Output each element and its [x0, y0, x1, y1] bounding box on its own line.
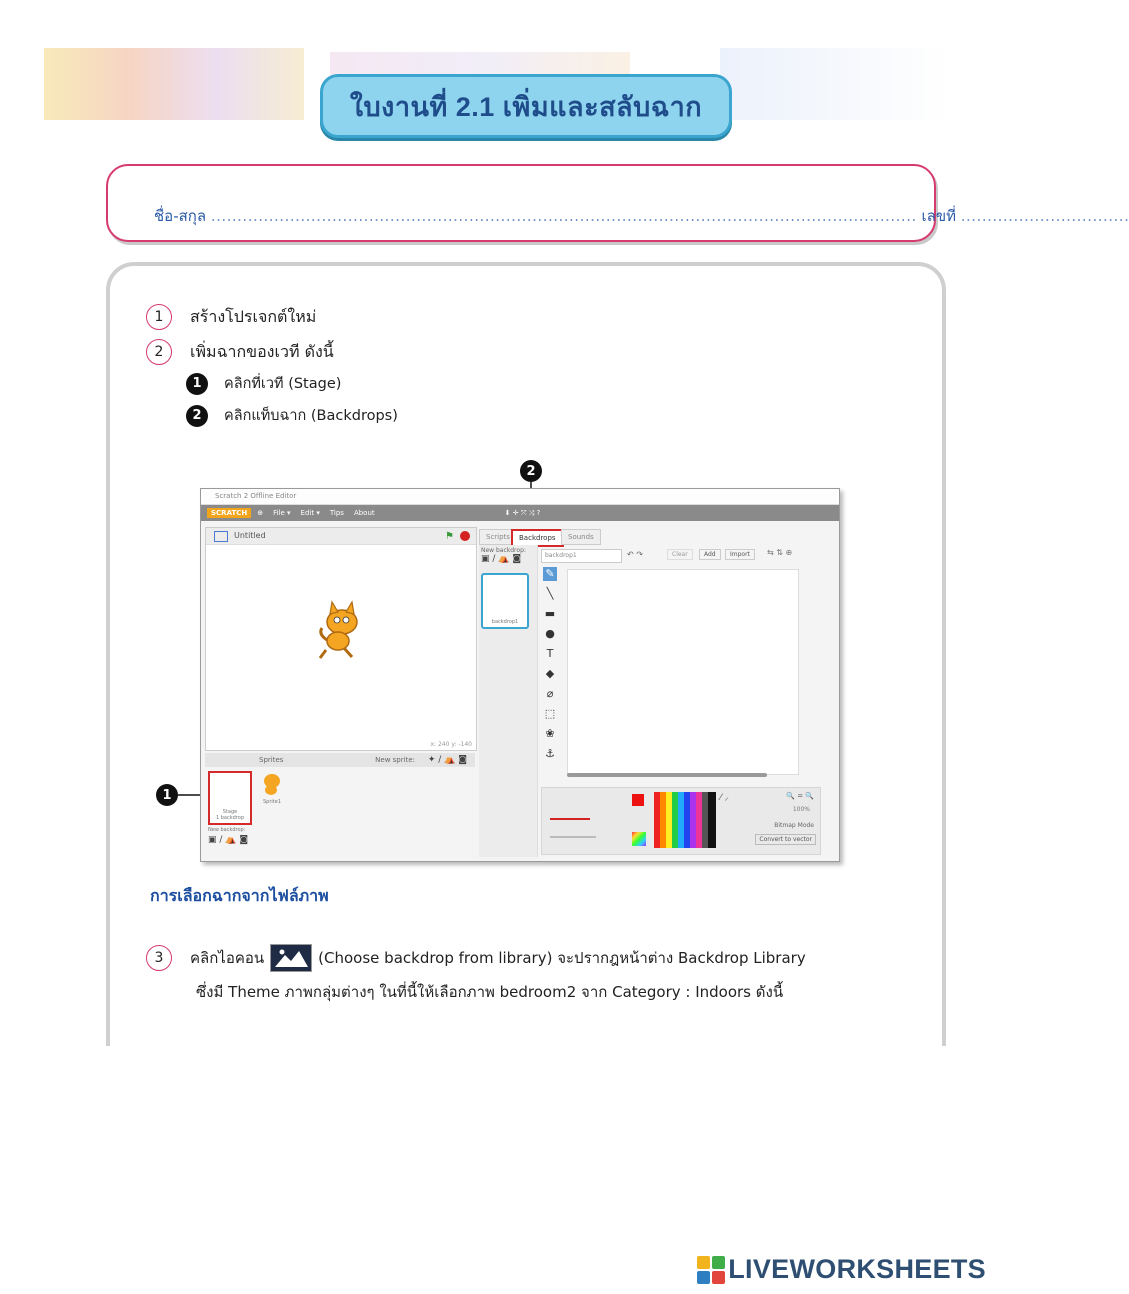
- name-field[interactable]: ......................................................................................................................................: [210, 207, 917, 225]
- student-info-box: [106, 164, 1129, 242]
- menu-file[interactable]: File ▾: [273, 509, 291, 517]
- step3-text-after: (Choose backdrop from library) จะปรากฎหน้าต่าง Backdrop Library: [318, 949, 806, 967]
- menu-about[interactable]: About: [353, 509, 375, 517]
- fill-tool-icon[interactable]: ◆: [545, 667, 555, 680]
- step-3: [146, 944, 806, 972]
- menu-edit[interactable]: Edit ▾: [300, 509, 320, 517]
- stage-new-backdrop-icons[interactable]: ▣ / ⛺ ◙: [208, 835, 249, 845]
- step-number: 1: [146, 304, 172, 330]
- flip-icons[interactable]: ⇆ ⇅ ⊕: [767, 548, 793, 557]
- stage-thumb-label: Stage: [222, 809, 238, 815]
- number-label: เลขที่: [921, 207, 956, 225]
- fullscreen-icon[interactable]: [214, 531, 228, 542]
- scratch-cat-sprite[interactable]: [314, 600, 370, 660]
- tab-backdrops[interactable]: Backdrops: [511, 529, 564, 547]
- sprite-name: Sprite1: [262, 799, 281, 805]
- eyedropper-icon[interactable]: ⁄ ⸝: [720, 793, 729, 803]
- globe-icon[interactable]: ⊕: [257, 509, 264, 517]
- stamp-tool-icon[interactable]: ⚓: [545, 747, 555, 760]
- line-width-sample: [550, 818, 590, 820]
- select-tool-icon[interactable]: ⬚: [544, 707, 556, 720]
- sprites-bar: [205, 753, 475, 767]
- liveworksheets-logo: [697, 1254, 986, 1285]
- tab-sounds[interactable]: Sounds: [561, 529, 601, 545]
- liveworksheets-logo-text: LIVEWORKSHEETS: [728, 1254, 986, 1284]
- new-sprite-label: New sprite:: [375, 756, 415, 764]
- substep-number: 2: [186, 405, 208, 427]
- line-tool-icon[interactable]: ╲: [546, 587, 554, 600]
- current-color-swatch[interactable]: [632, 794, 644, 806]
- color-grid[interactable]: [654, 792, 716, 848]
- horizontal-scrollbar[interactable]: [567, 773, 767, 777]
- step-text: สร้างโปรเจกต์ใหม่: [190, 306, 317, 326]
- step-2: [146, 339, 334, 365]
- toolbar-icons[interactable]: ⬇ ✛ ⤧ ⤨ ?: [504, 508, 541, 517]
- liveworksheets-logo-icon: [697, 1256, 725, 1284]
- stage-panel[interactable]: [205, 527, 477, 751]
- step-number: 3: [146, 945, 172, 971]
- landscape-icon: [271, 945, 311, 971]
- line-width-slider[interactable]: [550, 836, 596, 838]
- undo-redo-icons[interactable]: ↶ ↷: [627, 550, 643, 559]
- worksheet-title: ใบงานที่ 2.1 เพิ่มและสลับฉาก: [349, 91, 703, 122]
- add-button[interactable]: Add: [699, 549, 721, 560]
- stage-thumbnail[interactable]: [208, 771, 252, 825]
- paint-canvas[interactable]: [567, 569, 799, 775]
- ellipse-tool-icon[interactable]: ●: [545, 627, 555, 640]
- rectangle-tool-icon[interactable]: ▬: [544, 607, 556, 620]
- new-sprite-icons[interactable]: ✦ / ⛺ ◙: [427, 755, 467, 765]
- text-tool-icon[interactable]: T: [546, 647, 554, 660]
- choose-backdrop-from-library-icon: [270, 944, 312, 972]
- color-palette-panel: [541, 787, 821, 855]
- scratch-logo: SCRATCH: [207, 508, 251, 518]
- substep-text: คลิกแท็บฉาก (Backdrops): [224, 408, 398, 424]
- new-backdrop-icons[interactable]: ▣ / ⛺ ◙: [481, 554, 522, 564]
- project-name[interactable]: Untitled: [234, 531, 266, 540]
- student-info-line: [154, 204, 1129, 228]
- callout-1: 1: [156, 784, 178, 806]
- backdrop-thumbnail[interactable]: [481, 573, 529, 629]
- substep-text: คลิกที่เวที (Stage): [224, 376, 342, 392]
- window-title: Scratch 2 Offline Editor: [201, 489, 839, 505]
- coords-readout: x: 240 y: -140: [430, 741, 472, 748]
- number-field[interactable]: ................................: [960, 207, 1129, 225]
- sprite-thumbnail[interactable]: [255, 771, 289, 805]
- step-text: เพิ่มฉากของเวที ดังนี้: [190, 341, 334, 361]
- green-flag-icon[interactable]: ⚑: [445, 531, 454, 542]
- stage-thumb-sub: 1 backdrop: [215, 815, 244, 821]
- paint-tools: [543, 567, 561, 767]
- backdrop-list: [479, 545, 538, 857]
- backdrop-thumb-label: backdrop1: [491, 619, 519, 625]
- bitmap-mode-label: Bitmap Mode: [774, 822, 814, 829]
- stage-new-backdrop-label: New backdrop:: [208, 827, 246, 833]
- brush-tool-icon[interactable]: ✎: [543, 567, 557, 581]
- section-title: การเลือกฉากจากไฟล์ภาพ: [150, 886, 329, 905]
- scratch-editor-screenshot: [200, 488, 840, 862]
- substep-2: [186, 404, 398, 427]
- menu-bar: [201, 505, 839, 521]
- reshape-tool-icon[interactable]: ❀: [545, 727, 555, 740]
- eraser-tool-icon[interactable]: ⌀: [546, 687, 554, 700]
- step3-text-before: คลิกไอคอน: [190, 949, 265, 967]
- tab-scripts[interactable]: Scripts: [479, 529, 517, 545]
- stop-icon[interactable]: [460, 531, 470, 541]
- worksheet-title-banner: [320, 74, 732, 138]
- step3-text-line2: ซึ่งมี Theme ภาพกลุ่มต่างๆ ในที่นี้ให้เลือกภาพ bedroom2 จาก Category : Indoors ดังนี้: [196, 983, 784, 1001]
- sprites-label: Sprites: [259, 756, 284, 764]
- zoom-controls[interactable]: 🔍 = 🔍: [786, 792, 814, 800]
- clear-button[interactable]: Clear: [667, 549, 693, 560]
- new-backdrop-label: New backdrop:: [481, 547, 526, 554]
- substep-number: 1: [186, 373, 208, 395]
- name-label: ชื่อ-สกุล: [154, 207, 207, 225]
- zoom-level: 100%: [792, 806, 810, 813]
- stage-header: [206, 528, 476, 545]
- step-number: 2: [146, 339, 172, 365]
- color-picker-icon[interactable]: [632, 832, 646, 846]
- convert-to-vector-button[interactable]: Convert to vector: [755, 834, 816, 845]
- callout-2: 2: [520, 460, 542, 482]
- import-button[interactable]: Import: [725, 549, 755, 560]
- substep-1: [186, 372, 341, 395]
- cat-thumb-icon: [259, 771, 285, 797]
- step-1: [146, 304, 316, 330]
- menu-tips[interactable]: Tips: [329, 509, 344, 517]
- backdrop-name-input[interactable]: backdrop1: [541, 549, 622, 563]
